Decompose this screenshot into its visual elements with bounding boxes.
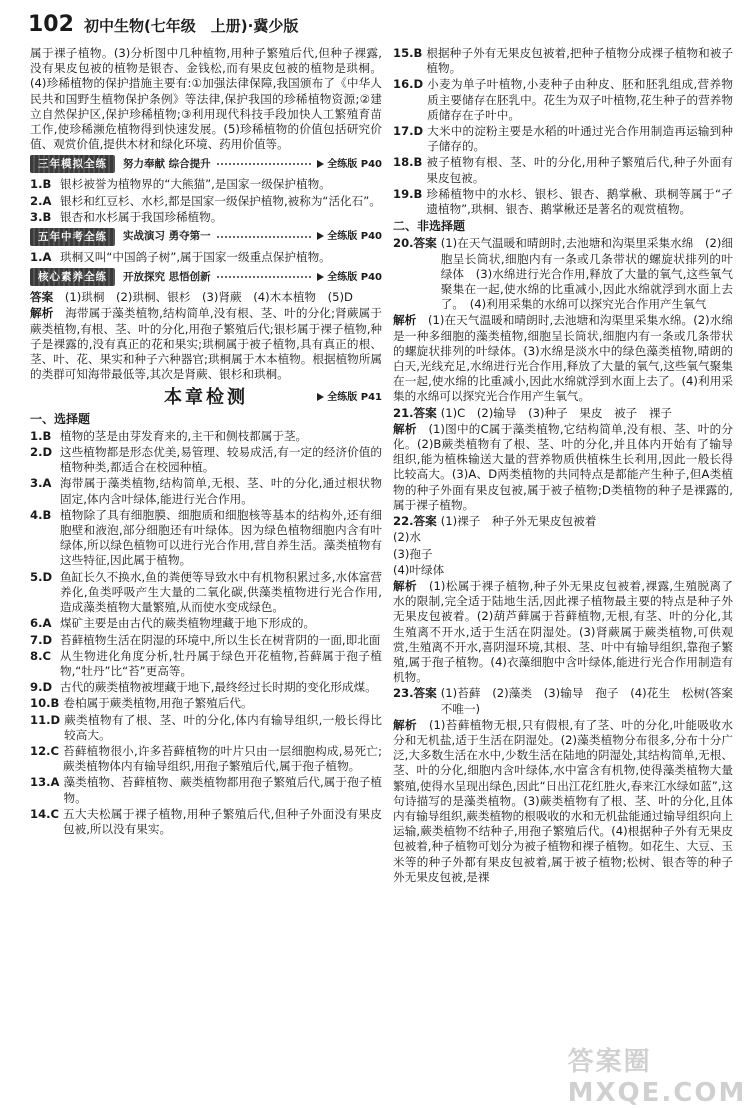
core-answer: 答案 (1)珙桐 (2)珙桐、银杉 (3)肾蕨 (4)木本植物 (5)D [30,290,353,305]
chapter-ref: 全练版 P41 [317,390,382,405]
banner-ref: 全练版 P40 [317,157,382,172]
answer-item: 1.B 植物的茎是由芽发育来的,主干和侧枝都属于茎。 [30,428,308,443]
answer-item: 12.C 苔藓植物很小,许多苔藓植物的叶片只由一层细胞构成,易死亡;蕨类植物体内有输导组织,用孢子繁殖后代,属于孢子植物。 [30,743,382,774]
answer-item: 4.B 植物除了具有细胞膜、细胞质和细胞核等基本的结构外,还有细胞壁和液泡,部分细胞还有叶绿体。因为绿色植物细胞内含有叶绿体,所以绿色植物可以进行光合作用,营自养生活。藻类植物有这些特征,因此属于植物。 [30,507,382,568]
banner-title: 三年模拟全练 [30,155,115,173]
banner-title: 核心素养全练 [30,268,115,286]
question-22-line: (4)叶绿体 [393,562,445,577]
arrow-icon [317,273,324,281]
question-22-answer: 22.答案 (1)裸子 种子外无果皮包被着 [393,514,597,529]
section-heading: 一、选择题 [30,411,91,426]
answer-item: 1.A 珙桐又叫“中国鸽子树”,属于国家一级重点保护植物。 [30,250,331,265]
answer-item: 19.B 珍稀植物中的水杉、银杉、银杏、鹅掌楸、珙桐等属于“孑遗植物”,珙桐、银杏、鹅掌楸还是著名的观赏植物。 [393,186,733,217]
banner-divider [217,163,312,165]
banner-title: 五年中考全练 [30,228,115,246]
left-column [30,46,382,838]
answer-item: 10.B 卷柏属于蕨类植物,用孢子繁殖后代。 [30,696,253,711]
answer-item: 14.C 五大夫松属于裸子植物,用种子繁殖后代,但种子外面没有果皮包被,所以没有果实。 [30,806,382,836]
banner-ref: 全练版 P40 [317,270,382,285]
banner-subtitle: 实战演习 勇夺第一 [123,230,211,243]
page-header [28,12,728,42]
core-analysis: 解析 海带属于藻类植物,结构简单,没有根、茎、叶的分化;肾蕨属于蕨类植物,有根、茎、叶的分化,用孢子繁殖后代;银杉属于裸子植物,种子是裸露的,没有真正的花和果实;珙桐属于被子植物,具有真正的根、茎、叶、花、果实和种子六种器官;珙桐属于木本植物。根据植物所属的类群可知海带最低等,其次是肾蕨、银杉和珙桐。 [30,306,382,382]
answer-item: 13.A 藻类植物、苔藓植物、蕨类植物都用孢子繁殖后代,属于孢子植物。 [30,775,382,805]
answer-item: 2.A 银杉和红豆杉、水杉,都是国家一级保护植物,被称为“活化石”。 [30,193,381,208]
answer-list-right [393,46,733,217]
question-22-line: (3)孢子 [393,546,433,561]
question-21-answer: 21.答案 (1)C (2)输导 (3)种子 果皮 被子 裸子 [393,405,673,420]
question-23-answer: 23.答案 (1)苔藓 (2)藻类 (3)输导 孢子 (4)花生 松树(答案不唯一) [393,686,733,716]
book-title: 初中生物(七年级 上册)·冀少版 [83,17,299,35]
question-20-analysis: 解析 (1)在天气温暖和晴朗时,去池塘和沟渠里采集水绵。(2)水绵是一种多细胞的藻类植物,细胞呈长筒状,细胞内有一条或几条带状的螺旋状排列的叶绿体。(3)水绵是淡水中的绿色藻类植物,晴朗的白天,光线充足,水绵进行光合作用,释放了大量的氧气,这些氧气聚集在一起,使水绵的比重减小,因此水绵就浮到水面上去了。(4)利用采集的水绵可以探究光合作用产生氧气。 [393,313,733,404]
banner-subtitle: 开放探究 思悟创新 [123,270,211,283]
answer-list-3 [30,429,382,837]
arrow-icon [317,232,324,240]
intro-paragraph: 属于裸子植物。(3)分析图中几种植物,用种子繁殖后代,但种子裸露,没有果皮包被的植物是银杏、金钱松,而有果皮包被的植物是珙桐。(4)珍稀植物的保护措施主要有:①加强法律保障,我国颁布了《中华人民共和国野生植物保护条例》等法律,保护我国的珍稀植物资源;②建立自然保护区,保护珍稀植物;③利用现代科技手段加快人工繁殖育苗工作,使珍稀濒危植物得到快速发展。(5)珍稀植物的价值包括研究价值、观赏价值,提供木材和绿化环境、药用价值等。 [30,46,382,152]
answer-item: 16.D 小麦为单子叶植物,小麦种子由种皮、胚和胚乳组成,营养物质主要储存在胚乳中。花生为双子叶植物,花生种子的营养物质储存在子叶中。 [393,77,733,122]
chapter-heading [30,387,382,409]
answer-list-1 [30,177,382,225]
watermark-logo: 答案圈 MXQE.COM [567,1046,747,1108]
page-number: 102 [28,12,74,37]
banner-three-year [30,155,382,173]
answer-item: 6.A 煤矿主要是由古代的蕨类植物埋藏于地下形成的。 [30,616,316,631]
answer-item: 5.D 鱼缸长久不换水,鱼的粪便等导致水中有机物积累过多,水体富营养化,鱼类呼吸产生大量的二氧化碳,供藻类植物进行光合作用,造成藻类植物大量繁殖,从而使水变成绿色。 [30,569,382,615]
answer-item: 17.D 大米中的淀粉主要是水稻的叶通过光合作用制造再运输到种子储存的。 [393,124,733,154]
answer-item: 9.D 古代的蕨类植物被埋藏于地下,最终经过长时期的变化形成煤。 [30,680,377,695]
answer-item: 3.A 海带属于藻类植物,结构简单,无根、茎、叶的分化,通过根状物固定,体内含叶绿体,能进行光合作用。 [30,476,382,506]
arrow-icon [317,393,324,401]
banner-five-year [30,228,382,246]
right-column [393,46,733,886]
arrow-icon [317,160,324,168]
answer-item: 3.B 银杏和水杉属于我国珍稀植物。 [30,209,223,224]
answer-item: 15.B 根据种子外有无果皮包被着,把种子植物分成裸子植物和被子植物。 [393,46,733,76]
chapter-title: 本章检测 [164,387,248,409]
question-21-analysis: 解析 (1)图中的C属于藻类植物,它结构简单,没有根、茎、叶的分化。(2)B蕨类植物有了根、茎、叶的分化,并且体内开始有了输导组织,能为植株输送大量的营养物质供植株生长利用,因此一般长得比较高大。(3)A、D两类植物的共同特点是都能产生种子,但A类植物的种子外面有果皮包被,属于被子植物;D类植物的种子是裸露的,属于裸子植物。 [393,421,733,512]
banner-ref: 全练版 P40 [317,229,382,244]
question-22-analysis: 解析 (1)松属于裸子植物,种子外无果皮包被着,裸露,生殖脱离了水的限制,完全适于陆地生活,因此裸子植物最主要的特点是种子外无果皮包被着。(2)葫芦藓属于苔藓植物,无根,有茎、叶的分化,其生殖离不开水,适于生活在阴湿处。(3)肾蕨属于蕨类植物,可供观赏,生殖离不开水,喜阴湿环境,其根、茎、叶中有输导组织,靠孢子繁殖,属于孢子植物。(4)衣藻细胞中含叶绿体,能进行光合作用制造有机物。 [393,578,733,685]
banner-divider [217,236,312,238]
answer-item: 7.D 苔藓植物生活在阴湿的环境中,所以生长在树背阴的一面,即北面 [30,632,381,647]
banner-subtitle: 努力奉献 综合提升 [123,157,211,170]
banner-core-literacy [30,268,382,286]
answer-item: 1.B 银杉被誉为植物界的“大熊猫”,是国家一级保护植物。 [30,177,331,192]
question-20-answer: 20.答案 (1)在天气温暖和晴朗时,去池塘和沟渠里采集水绵 (2)细胞呈长筒状,细胞内有一条或几条带状的螺旋状排列的叶绿体 (3)水绵进行光合作用,释放了大量的氧气,这些氧气聚集在一起,使水绵的比重减小,因此水绵就浮到水面上去了。 (4)利用采集的水绵可以探究光合作用产生氧气 [393,236,733,312]
answer-item: 8.C 从生物进化角度分析,牡丹属于绿色开花植物,苔藓属于孢子植物,“牡丹”比“苔”更高等。 [30,648,382,678]
answer-item: 2.D 这些植物都是形态优美,易管理、较易成活,有一定的经济价值的植物种类,都适合在校园种植。 [30,445,382,475]
question-22-line: (2)水 [393,530,422,545]
answer-item: 11.D 蕨类植物有了根、茎、叶的分化,体内有输导组织,一般长得比较高大。 [30,712,382,742]
banner-divider [217,276,312,278]
question-23-analysis: 解析 (1)苔藓植物无根,只有假根,有了茎、叶的分化,叶能吸收水分和无机盐,适于生活在阴湿处。(2)藻类植物分布很多,分布十分广泛,大多数生活在水中,少数生活在陆地的阴湿处,其结构简单,无根、茎、叶的分化,细胞内含叶绿体,水中富含有机物,使得藻类植物大量繁殖,使得水呈现出绿色,因此“日出江花红胜火,春来江水绿如蓝”,这句诗描写的是藻类植物。(3)蕨类植物有了根、茎、叶的分化,且体内有输导组织,蕨类植物的根吸收的水和无机盐能通过输导组织向上运输,蕨类植物不结种子,用孢子繁殖后代。(4)根据种子外有无果皮包被着,种子植物可划分为被子植物和裸子植物。如花生、大豆、玉米等的种子外都有果皮包被着,属于被子植物;松树、银杏等的种子外无果皮包被,是裸 [393,717,733,884]
answer-item: 18.B 被子植物有根、茎、叶的分化,用种子繁殖后代,种子外面有果皮包被。 [393,155,733,185]
section-heading: 二、非选择题 [393,219,466,234]
